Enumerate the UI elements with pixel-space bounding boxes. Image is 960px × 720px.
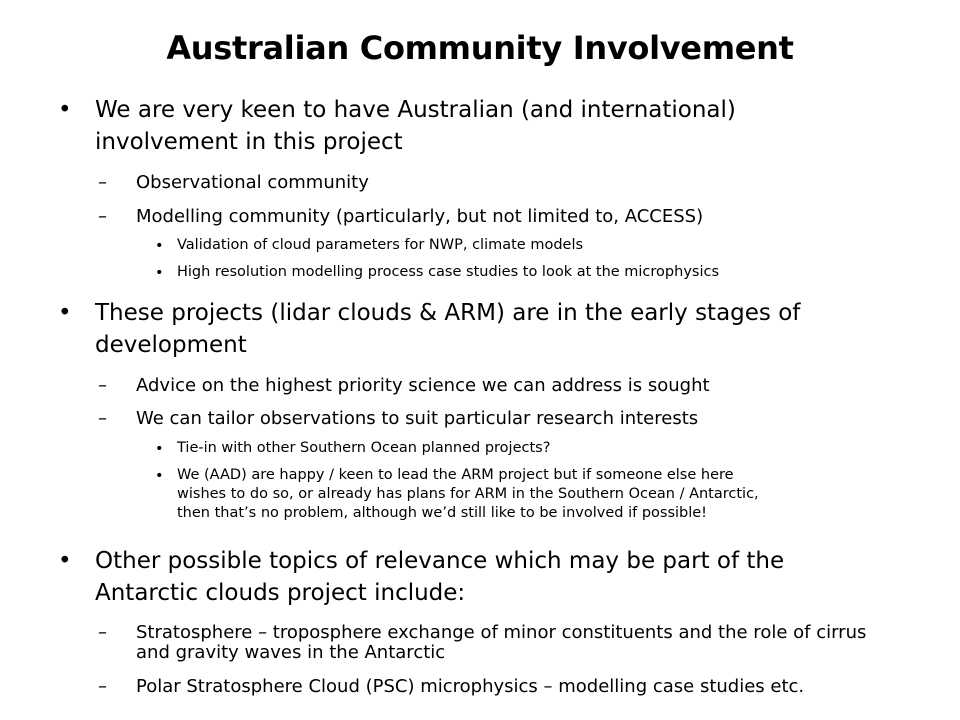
slide-title: Australian Community Involvement	[166, 29, 794, 67]
dash-marker: –	[98, 172, 107, 193]
bullet-marker: •	[58, 548, 72, 574]
bullet-text-line: Other possible topics of relevance which may be part of the	[95, 548, 785, 574]
sub-sub-bullet-text-line: High resolution modelling process case studies to look at the microphysics	[177, 264, 720, 280]
small-bullet-marker: •	[155, 238, 164, 254]
bullet-text-line: development	[95, 332, 247, 358]
small-bullet-marker: •	[155, 468, 164, 484]
sub-sub-bullet-text-line: We (AAD) are happy / keen to lead the ARM project but if someone else here	[177, 467, 734, 483]
dash-marker: –	[98, 375, 107, 396]
sub-bullet-text-line: Stratosphere – troposphere exchange of minor constituents and the role of cirrus	[136, 622, 867, 643]
sub-sub-bullet-text-line: Tie-in with other Southern Ocean planned projects?	[177, 440, 551, 456]
dash-marker: –	[98, 206, 107, 227]
sub-bullet-text-line: Observational community	[136, 172, 369, 193]
sub-bullet-text-line: Advice on the highest priority science we can address is sought	[136, 375, 710, 396]
bullet-text-line: Antarctic clouds project include:	[95, 580, 466, 606]
small-bullet-marker: •	[155, 441, 164, 457]
dash-marker: –	[98, 676, 107, 697]
sub-bullet-text-line: We can tailor observations to suit particular research interests	[136, 408, 699, 429]
bullet-text-line: These projects (lidar clouds & ARM) are in the early stages of	[95, 300, 801, 326]
sub-bullet-text-line: and gravity waves in the Antarctic	[136, 642, 446, 663]
dash-marker: –	[98, 622, 107, 643]
sub-sub-bullet-text-line: then that’s no problem, although we’d still like to be involved if possible!	[177, 505, 707, 521]
sub-bullet-text-line: Polar Stratosphere Cloud (PSC) microphysics – modelling case studies etc.	[136, 676, 805, 697]
dash-marker: –	[98, 408, 107, 429]
sub-sub-bullet-text-line: Validation of cloud parameters for NWP, climate models	[177, 237, 584, 253]
bullet-text-line: involvement in this project	[95, 129, 403, 155]
sub-sub-bullet-text-line: wishes to do so, or already has plans for ARM in the Southern Ocean / Antarctic,	[177, 486, 759, 502]
bullet-text-line: We are very keen to have Australian (and international)	[95, 97, 736, 123]
sub-bullet-text-line: Modelling community (particularly, but not limited to, ACCESS)	[136, 206, 704, 227]
bullet-marker: •	[58, 300, 72, 326]
small-bullet-marker: •	[155, 265, 164, 281]
bullet-marker: •	[58, 97, 72, 123]
